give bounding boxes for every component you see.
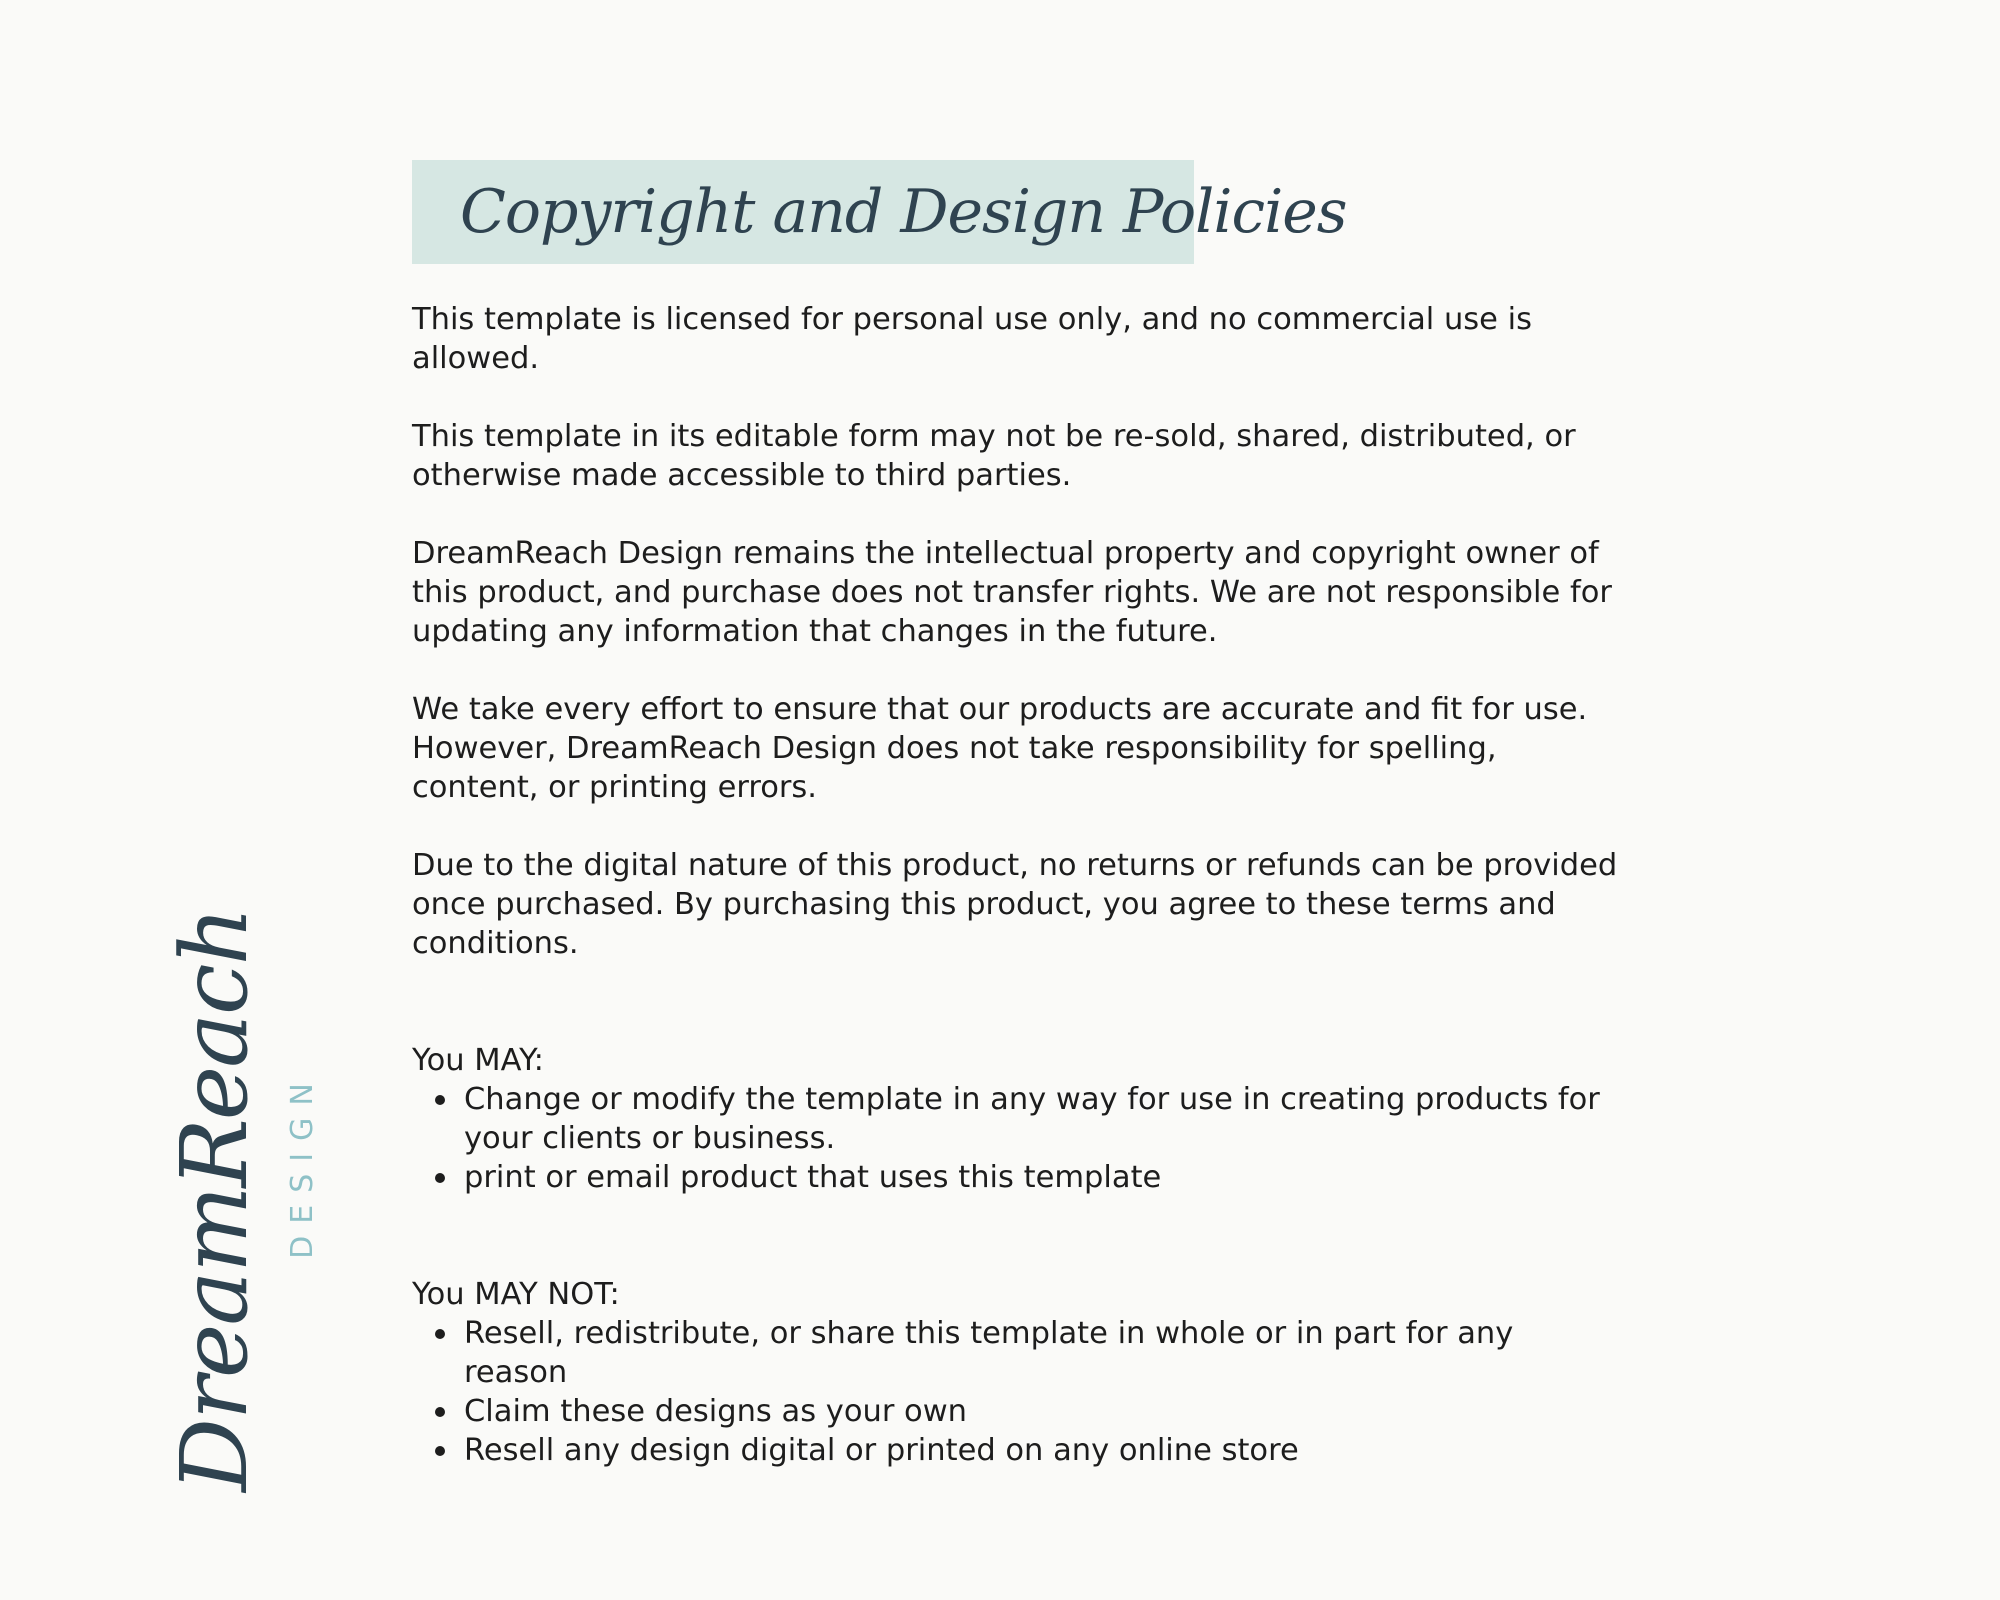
brand-logo — [161, 908, 330, 1492]
logo-script-text: DreamReach — [161, 908, 268, 1492]
policy-paragraph: DreamReach Design remains the intellectual property and copyright owner of this product, and purchase does not transfer rights. We are not responsible for updating any information that changes in the future. — [412, 536, 1612, 649]
list-item: Resell any design digital or printed on any online store — [464, 1431, 1622, 1470]
policy-paragraph: This template is licensed for personal use only, and no commercial use is allowed. — [412, 302, 1532, 376]
list-item: print or email product that uses this template — [464, 1158, 1622, 1197]
policy-paragraph: Due to the digital nature of this product, no returns or refunds can be provided once purchased. By purchasing this product, you agree to these terms and conditions. — [412, 848, 1618, 961]
spacer — [412, 1002, 1622, 1041]
may-not-list — [412, 1314, 1622, 1470]
logo-sub-text: DESIGN — [285, 1071, 320, 1259]
spacer — [412, 1197, 1622, 1275]
may-list — [412, 1080, 1622, 1197]
list-item: Resell, redistribute, or share this template in whole or in part for any reason — [464, 1314, 1622, 1392]
policy-paragraph: We take every effort to ensure that our products are accurate and fit for use. However, DreamReach Design does not take responsibility for spelling, content, or printing errors. — [412, 692, 1588, 805]
title-banner — [412, 160, 1347, 264]
list-item: Change or modify the template in any way for use in creating products for your clients or business. — [464, 1080, 1622, 1158]
list-item: Claim these designs as your own — [464, 1392, 1622, 1431]
policy-content — [412, 300, 1622, 1470]
policy-paragraph: This template in its editable form may not be re-sold, shared, distributed, or otherwise made accessible to third parties. — [412, 419, 1576, 493]
may-label: You MAY: — [412, 1043, 544, 1078]
may-not-label: You MAY NOT: — [412, 1277, 620, 1312]
page-title: Copyright and Design Policies — [460, 177, 1347, 247]
